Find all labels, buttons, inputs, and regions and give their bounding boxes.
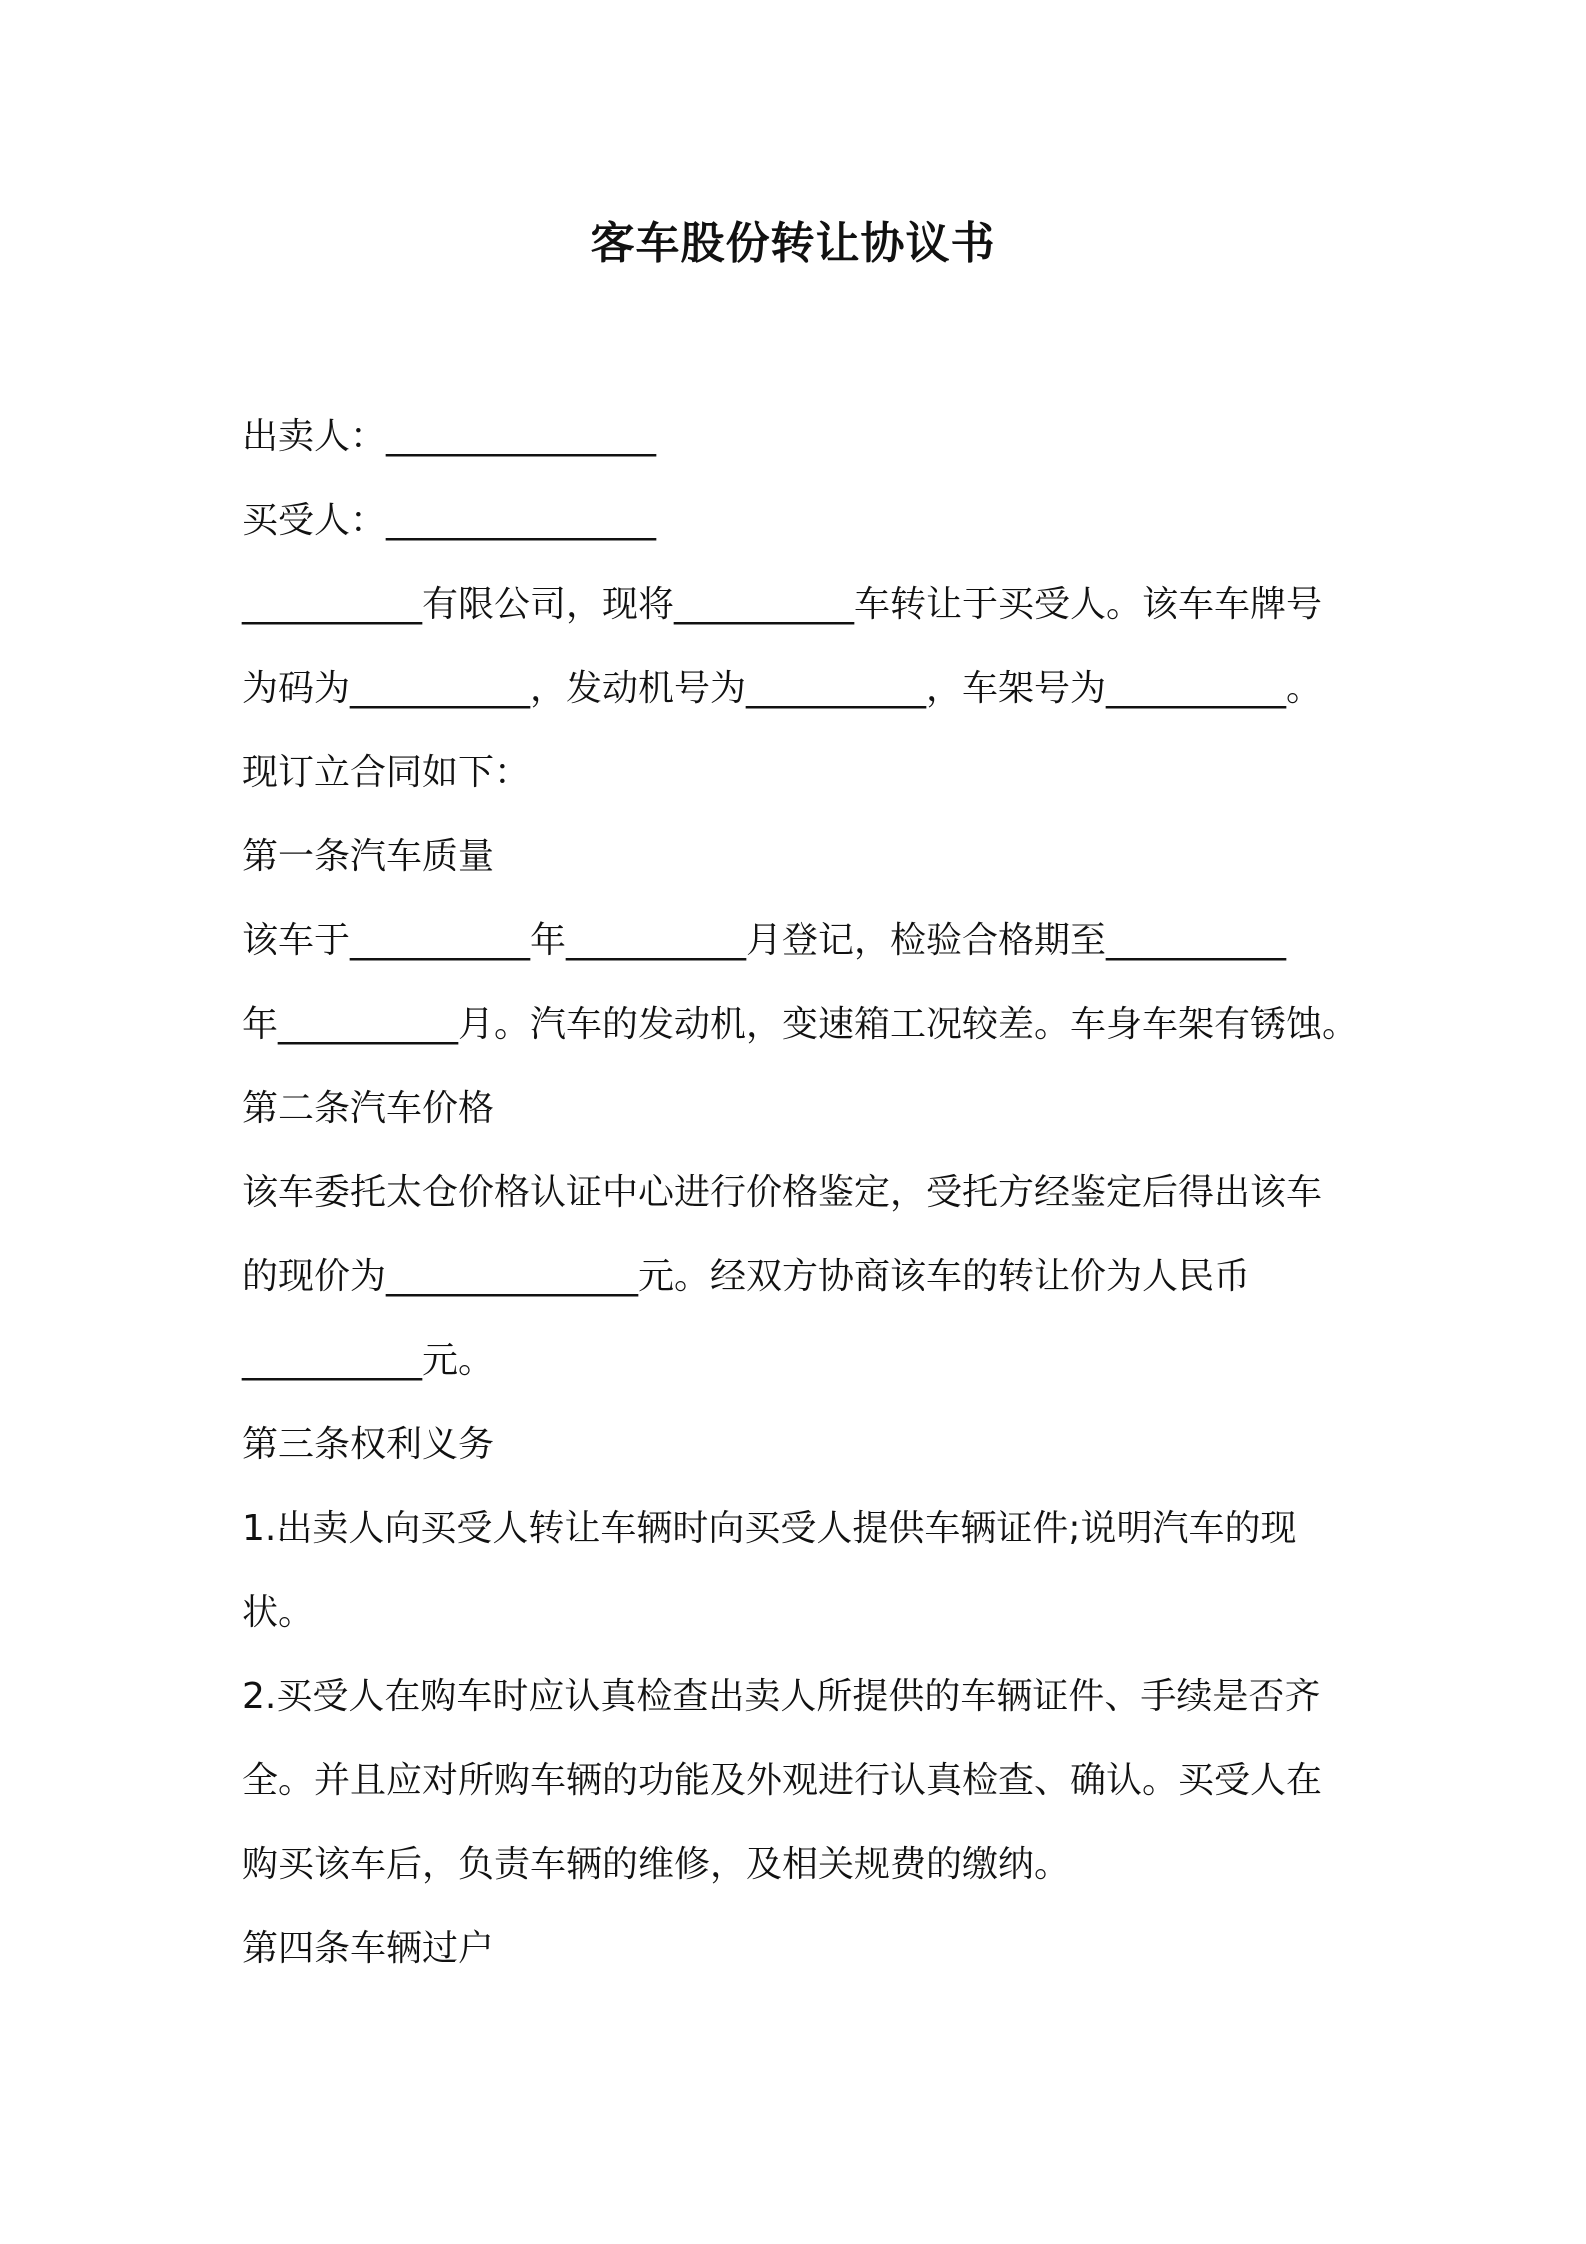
intro-line-2: 为码为__________，发动机号为__________，车架号为__________。 (242, 668, 1323, 709)
intro-line-3: 现订立合同如下： (242, 752, 531, 793)
article-4-heading: 第四条车辆过户 (242, 1928, 495, 1969)
article-3-item-1-line-2: 状。 (242, 1592, 315, 1633)
article-3-heading: 第三条权利义务 (242, 1424, 495, 1465)
article-2-line-2: 的现价为______________元。经双方协商该车的转让价为人民币 (242, 1256, 1251, 1297)
article-2-line-3: __________元。 (242, 1340, 495, 1381)
buyer-line: 买受人：_______________ (242, 500, 657, 541)
article-3-item-1-line-1: 1.出卖人向买受人转让车辆时向买受人提供车辆证件;说明汽车的现 (242, 1508, 1297, 1549)
article-3-item-2-line-2: 全。并且应对所购车辆的功能及外观进行认真检查、确认。买受人在 (242, 1760, 1323, 1801)
article-2-heading: 第二条汽车价格 (242, 1088, 495, 1129)
article-1-line-2: 年__________月。汽车的发动机，变速箱工况较差。车身车架有锈蚀。 (242, 1004, 1359, 1045)
article-1-line-1: 该车于__________年__________月登记，检验合格期至__________ (242, 920, 1287, 961)
document-title: 客车股份转让协议书 (590, 218, 996, 269)
intro-line-1: __________有限公司，现将__________车转让于买受人。该车车牌号 (242, 584, 1323, 625)
article-1-heading: 第一条汽车质量 (242, 836, 495, 877)
seller-line: 出卖人：_______________ (242, 416, 657, 457)
article-2-line-1: 该车委托太仓价格认证中心进行价格鉴定，受托方经鉴定后得出该车 (242, 1172, 1323, 1213)
article-3-item-2-line-1: 2.买受人在购车时应认真检查出卖人所提供的车辆证件、手续是否齐 (242, 1676, 1321, 1717)
article-3-item-2-line-3: 购买该车后，负责车辆的维修，及相关规费的缴纳。 (242, 1844, 1071, 1885)
